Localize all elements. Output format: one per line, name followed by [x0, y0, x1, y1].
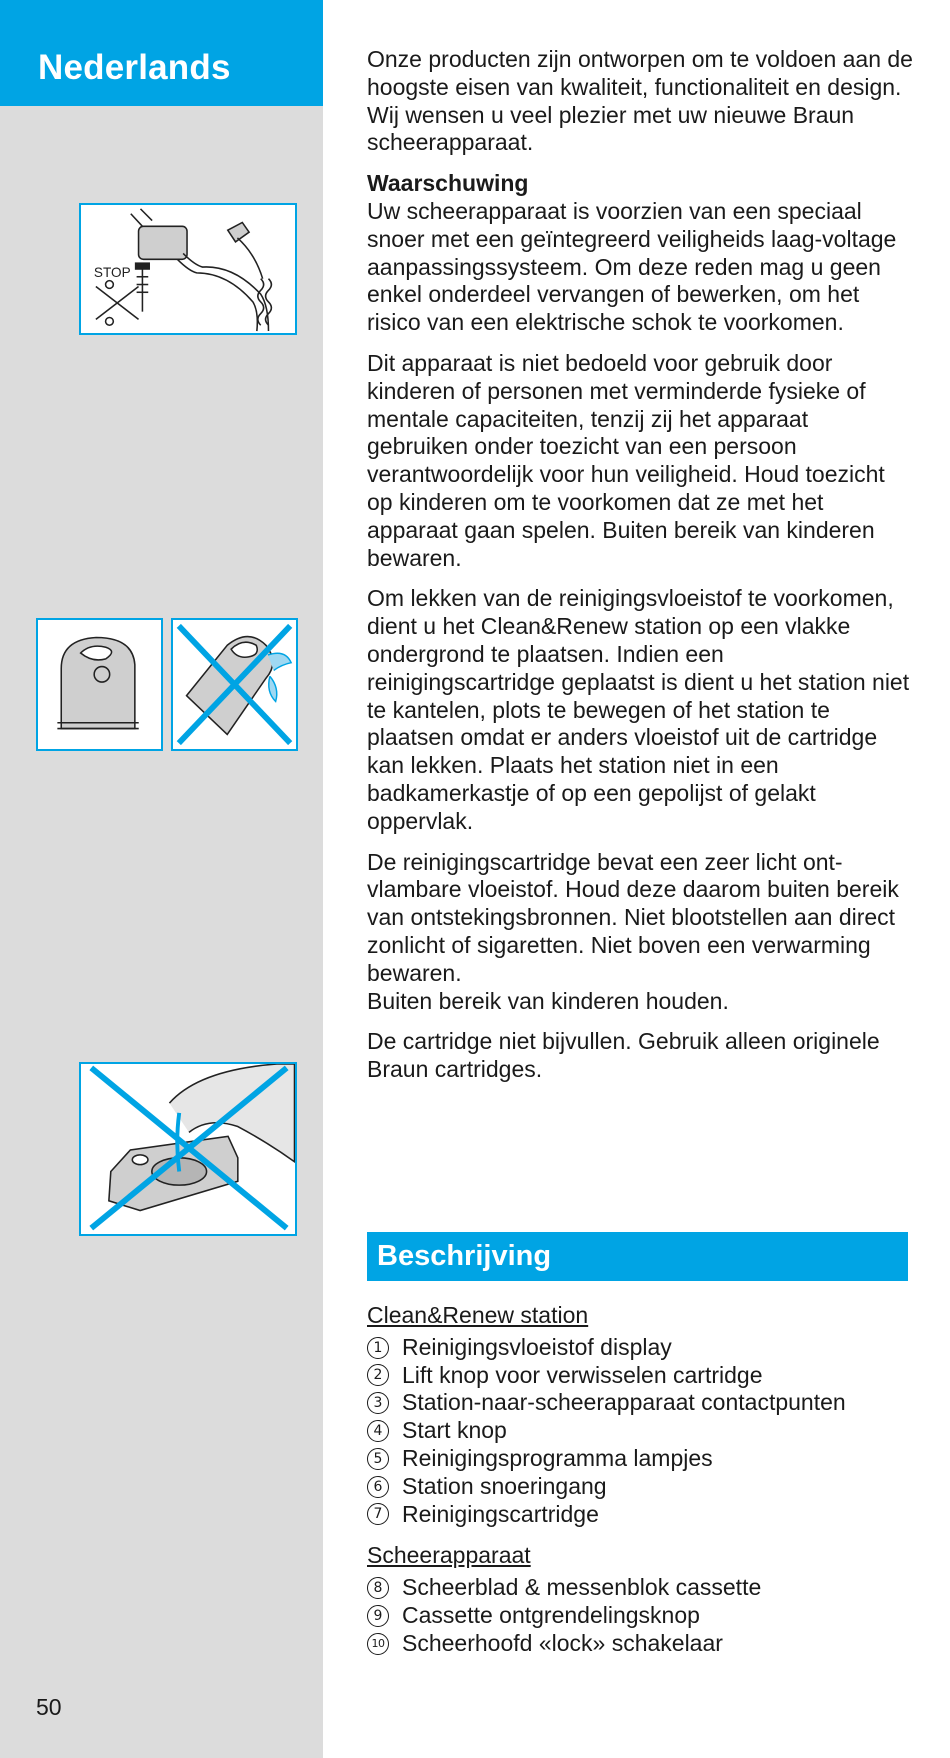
warning-paragraph-4: [367, 849, 915, 1016]
item-number: 4: [367, 1420, 389, 1442]
item-label: Station snoeringang: [402, 1472, 607, 1499]
warning-paragraph-5: De cartridge niet bijvullen. Gebruik alleen originele Braun cartridges.: [367, 1028, 880, 1083]
section-title: Beschrijving: [377, 1240, 552, 1272]
refill-crossed-icon: [81, 1064, 295, 1234]
plug-cord-illustration: [79, 203, 297, 335]
warning-paragraph-1: Uw scheerapparaat is voorzien van een speciaal snoer met een geïntegreerd veiligheids laag-voltage aanpassingssysteem. Om deze reden mag u geen enkel onderdeel vervangen of bewerken, om het risico van een elektrische schok te voorkomen.: [367, 197, 897, 336]
item-number: 5: [367, 1448, 389, 1470]
warning-heading: Waarschuwing: [367, 170, 529, 197]
station-parts-list: [367, 1334, 915, 1529]
item-label: Station-naar-scheerapparaat contactpunten: [402, 1389, 846, 1416]
item-label: Reinigingscartridge: [402, 1500, 599, 1527]
item-label: Reinigingsvloeistof display: [402, 1333, 672, 1360]
list-item: [367, 1362, 915, 1390]
station-upright-icon: [38, 620, 161, 749]
list-item: [367, 1445, 915, 1473]
list-item: [367, 1417, 915, 1445]
item-label: Lift knop voor verwisselen cartridge: [402, 1361, 763, 1388]
station-tilted-crossed-illustration: [171, 618, 298, 751]
item-label: Start knop: [402, 1417, 507, 1444]
item-label: Scheerhoofd «lock» schakelaar: [402, 1629, 723, 1656]
item-label: Reinigingsprogramma lampjes: [402, 1444, 713, 1471]
description-list: [367, 1302, 915, 1672]
list-item: [367, 1630, 915, 1658]
refill-crossed-illustration: [79, 1062, 297, 1236]
item-number: 6: [367, 1476, 389, 1498]
item-number: 3: [367, 1392, 389, 1414]
item-number: 9: [367, 1605, 389, 1627]
item-label: Cassette ontgrendelingsknop: [402, 1601, 700, 1628]
group-heading-shaver: Scheerapparaat: [367, 1542, 531, 1569]
station-upright-illustration: [36, 618, 163, 751]
list-item: [367, 1574, 915, 1602]
language-title: Nederlands: [38, 48, 231, 87]
list-item: [367, 1473, 915, 1501]
item-number: 7: [367, 1503, 389, 1525]
item-number: 2: [367, 1364, 389, 1386]
warning-paragraph-4-note: Buiten bereik van kinderen houden.: [367, 987, 729, 1014]
item-label: Scheerblad & messenblok cassette: [402, 1574, 762, 1601]
warning-block: [367, 170, 915, 337]
section-header: [367, 1232, 908, 1281]
warning-paragraph-2: Dit apparaat is niet bedoeld voor gebruik door kinderen of personen met verminderde fysieke of mentale capaciteiten, tenzij zij het apparaat gebruiken onder toezicht van een persoon verantwoordelijk voor hun veiligheid. Houd toezicht op kinderen om te voorkomen dat ze met het apparaat gaan spelen. Buiten bereik van kinderen bewaren.: [367, 349, 885, 571]
list-item: [367, 1501, 915, 1529]
list-item: [367, 1334, 915, 1362]
group-heading-station: Clean&Renew station: [367, 1302, 589, 1328]
stop-label: STOP: [93, 264, 131, 280]
warning-paragraph-4-text: De reinigingscartridge bevat een zeer licht ont-vlambare vloeistof. Houd deze daarom buiten bereik van ontstekingsbronnen. Niet blootstellen aan direct zonlicht of sigaretten. Niet boven een verwarming bewaren.: [367, 848, 899, 986]
item-number: 10: [367, 1633, 389, 1655]
station-tilted-crossed-icon: [173, 620, 296, 749]
main-content: [367, 46, 915, 1097]
warning-paragraph-3: Om lekken van de reinigingsvloeistof te voorkomen, dient u het Clean&Renew station op een vlakke ondergrond te plaatsen. Indien een reinigingscartridge geplaatst is dient u het station niet te kantelen, plots te bewegen of het station te plaatsen omdat er anders vloeistof uit de cartridge kan lekken. Plaats het station niet in een badkamerkastje of op een gepolijst of gelakt oppervlak.: [367, 585, 910, 834]
plug-cord-icon: [81, 205, 295, 333]
list-item: [367, 1602, 915, 1630]
item-number: 1: [367, 1337, 389, 1359]
sidebar: [0, 0, 323, 1758]
shaver-parts-list: [367, 1574, 915, 1657]
item-number: 8: [367, 1577, 389, 1599]
list-item: [367, 1389, 915, 1417]
intro-paragraph: Onze producten zijn ontworpen om te voldoen aan de hoogste eisen van kwaliteit, functionaliteit en design. Wij wensen u veel plezier met uw nieuwe Braun scheerapparaat.: [367, 46, 913, 156]
page-number: 50: [36, 1694, 62, 1720]
language-header: [0, 0, 323, 106]
